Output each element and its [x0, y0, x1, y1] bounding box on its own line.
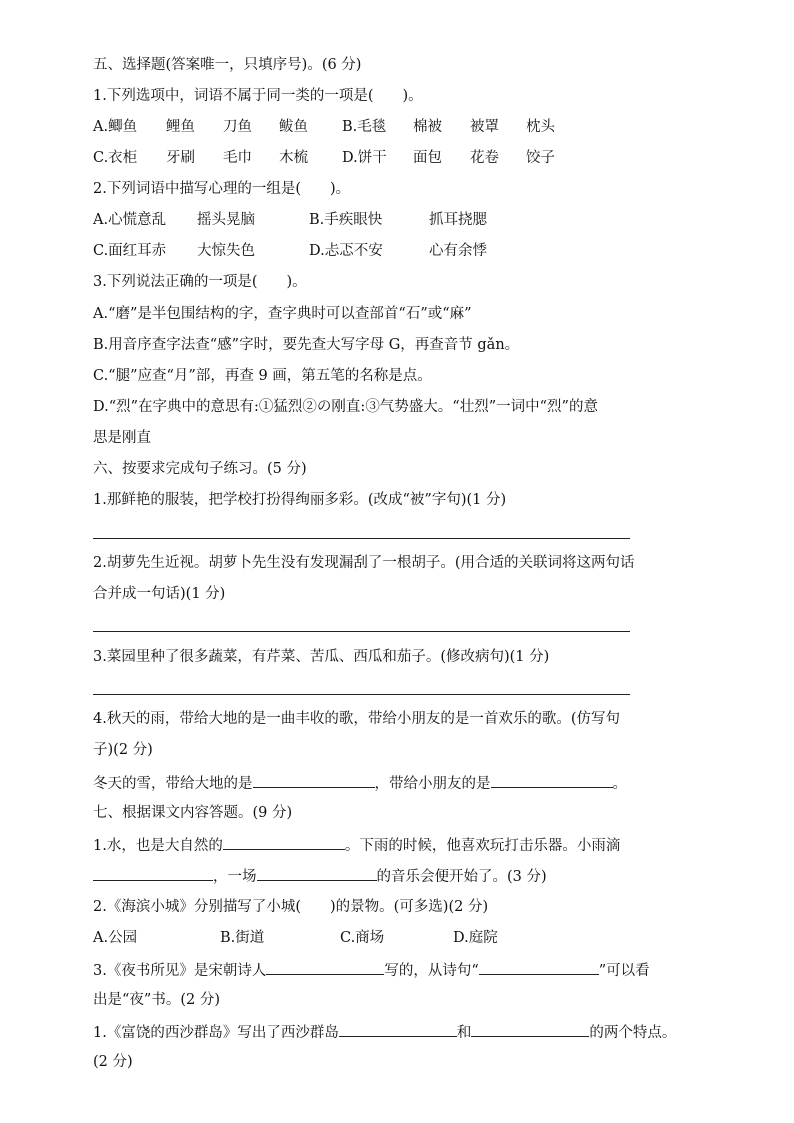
option-text: 心有余悸	[429, 243, 487, 259]
q5-3-option-a: A.“磨”是半包围结构的字，查字典时可以查部首“石”或“麻”	[93, 306, 472, 322]
q6-2-text: 2.胡萝先生近视。胡萝卜先生没有发现漏刮了一根胡子。(用合适的关联词将这两句话	[93, 555, 635, 571]
q5-3-stem: 3.下列说法正确的一项是( )。	[93, 274, 307, 290]
fill-text: ”可以看	[598, 963, 650, 979]
option-text: 花卷	[470, 150, 499, 166]
q7-1-line-2	[93, 865, 547, 887]
section-5-title: 五、选择题(答案唯一，只填序号)。(6 分)	[93, 57, 362, 73]
option-text: D.忐忑不安	[309, 243, 383, 259]
q7-4-line-2: (2 分)	[93, 1054, 133, 1070]
q5-1-stem: 1.下列选项中，词语不属于同一类的一项是( )。	[93, 88, 423, 104]
option-text: 被罩	[470, 119, 499, 135]
fill-text: 。下雨的时候，他喜欢玩打击乐器。小雨滴	[344, 838, 621, 854]
q5-2-stem: 2.下列词语中描写心理的一组是( )。	[93, 181, 351, 197]
q7-1-line-1	[93, 834, 620, 856]
answer-line[interactable]	[93, 631, 630, 632]
option-text: B.街道	[220, 930, 265, 946]
fill-text: ，带给小朋友的是	[374, 776, 491, 792]
option-text: 抓耳挠腮	[429, 212, 487, 228]
fill-text: 1.水，也是大自然的	[93, 838, 223, 854]
fill-text: 写的，从诗句“	[384, 963, 479, 979]
fill-blank[interactable]	[479, 959, 599, 975]
q7-3-line-1	[93, 959, 650, 981]
q7-2-text: 2.《海滨小城》分别描写了小城( )的景物。(可多选)(2 分)	[93, 899, 489, 915]
option-text: A.鲫鱼	[93, 119, 138, 135]
option-text: 枕头	[526, 119, 555, 135]
option-text: A.心慌意乱	[93, 212, 167, 228]
fill-blank[interactable]	[93, 865, 213, 881]
fill-text: ，一场	[213, 869, 257, 885]
fill-text: 和	[456, 1025, 472, 1041]
answer-line[interactable]	[93, 538, 630, 539]
answer-line[interactable]	[93, 694, 630, 695]
option-text: C.面红耳赤	[93, 243, 167, 259]
q6-1-text: 1.那鲜艳的服装，把学校打扮得绚丽多彩。(改成“被”字句)(1 分)	[93, 492, 507, 508]
fill-text: 。	[612, 776, 627, 792]
option-text: 摇头晃脑	[197, 212, 255, 228]
q7-3-line-2: 出是“夜”书。(2 分)	[93, 992, 220, 1008]
option-text: A.公园	[93, 930, 138, 946]
option-text: B.手疾眼快	[309, 212, 383, 228]
option-text: C.商场	[340, 930, 385, 946]
q6-4-text: 4.秋天的雨，带给大地的是一曲丰收的歌，带给小朋友的是一首欢乐的歌。(仿写句	[93, 711, 620, 727]
q6-4-text-cont: 子)(2 分)	[93, 742, 153, 758]
option-text: 牙刷	[166, 150, 195, 166]
fill-blank[interactable]	[223, 834, 345, 850]
fill-blank[interactable]	[471, 1021, 589, 1037]
fill-blank[interactable]	[491, 772, 613, 788]
q5-3-option-b: B.用音序查字法查“感”字时，要先查大写字母 G，再查音节 gǎn。	[93, 337, 520, 353]
fill-blank[interactable]	[266, 959, 384, 975]
option-text: 鲅鱼	[279, 119, 308, 135]
option-text: 刀鱼	[223, 119, 252, 135]
q5-3-option-d: D.“烈”在字典中的意思有:①猛烈②の刚直:③气势盛大。“壮烈”一词中“烈”的意	[93, 399, 598, 415]
fill-blank[interactable]	[253, 772, 375, 788]
q5-3-option-c: C.“腿”应查“月”部，再查 9 画，第五笔的名称是点。	[93, 368, 432, 384]
fill-text: 1.《富饶的西沙群岛》写出了西沙群岛	[93, 1025, 339, 1041]
fill-blank[interactable]	[257, 865, 377, 881]
option-text: 木梳	[279, 150, 308, 166]
option-text: 毛巾	[223, 150, 252, 166]
option-text: 棉被	[413, 119, 442, 135]
option-text: 鲤鱼	[166, 119, 195, 135]
fill-text: 的音乐会便开始了。(3 分)	[376, 869, 547, 885]
fill-text: 的两个特点。	[589, 1025, 677, 1041]
q6-3-text: 3.菜园里种了很多蔬菜，有芹菜、苦瓜、西瓜和茄子。(修改病句)(1 分)	[93, 649, 550, 665]
option-text: C.衣柜	[93, 150, 138, 166]
option-text: D.庭院	[453, 930, 498, 946]
option-text: D.饼干	[342, 150, 387, 166]
section-6-title: 六、按要求完成句子练习。(5 分)	[93, 461, 307, 477]
q7-4-line-1	[93, 1021, 676, 1043]
option-text: 面包	[413, 150, 442, 166]
q6-2-text-cont: 合并成一句话)(1 分)	[93, 586, 226, 602]
fill-text: 3.《夜书所见》是宋朝诗人	[93, 963, 267, 979]
section-7-title: 七、根据课文内容答题。(9 分)	[93, 805, 293, 821]
option-text: 大惊失色	[197, 243, 255, 259]
option-text: B.毛毯	[342, 119, 387, 135]
fill-blank[interactable]	[339, 1021, 457, 1037]
q5-3-option-d-cont: 思是刚直	[93, 430, 151, 446]
q6-4-fill-line	[93, 772, 627, 794]
option-text: 饺子	[526, 150, 555, 166]
fill-text: 冬天的雪，带给大地的是	[93, 776, 253, 792]
